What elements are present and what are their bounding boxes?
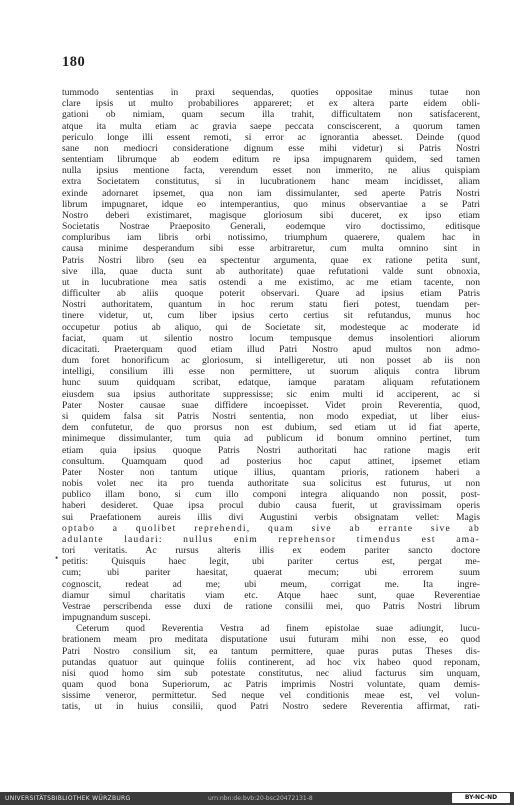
text-line: Pater Noster causae suae diffidere incoepisset. Videt proin Reverentia, quod, bbox=[62, 399, 480, 411]
text-line: difficulter ab aliis quoque poterit observari. Quare ad ipsius etiam Patris bbox=[62, 288, 480, 300]
text-line: exinde adornaret ipsemet, qua non iam dissimulanter, sed aperte Patris Nostri bbox=[62, 187, 480, 199]
margin-mark-icon: • bbox=[55, 553, 59, 563]
text-line: dum foret honorificum ac gloriosum, si intelligeretur, uti non posset ab iis non bbox=[62, 355, 480, 367]
footer-bar bbox=[0, 792, 514, 805]
text-line: putandas quatuor aut quinque foliis continerent, ad hoc vix habeo quod reponam, bbox=[62, 656, 480, 668]
text-line: compluribus iam libris orbi notissimo, triumphum quaerere, qualem hac in bbox=[62, 232, 480, 244]
text-line: sive illa, quae ducta sunt ab authoritate) quae refutationi valde sunt obnoxia, bbox=[62, 265, 480, 277]
text-line: Patri Nostro consilium sit, ea tantum permittere, quae puras putas Theses dis- bbox=[62, 645, 480, 657]
text-line: quam quod bona Superiorum, ac Patris imprimis Nostri voluntate, quam demis- bbox=[62, 679, 480, 691]
text-line: sissime veneror, permittetur. Sed neque vel conditionis meae est, vel volun- bbox=[62, 690, 480, 702]
text-line: Vestrae perscribenda esse duxi de ratione consilii mei, quo Patris Nostri librum bbox=[62, 600, 480, 612]
text-line: ut in lucubratione mea satis ostendi a me existimo, ac me etiam tacente, non bbox=[62, 276, 480, 288]
text-line: faciat, quam ut silentio nostro locum tempusque demus insolentiori aliorum bbox=[62, 332, 480, 344]
text-line: hunc suum quidquam scribat, edatque, iamque paratam aliquam refutationem bbox=[62, 377, 480, 389]
text-line: sui Praefationem aureis illis divi Augustini verbis obsignatam vellet: Magis bbox=[62, 511, 480, 523]
text-line: atque ita multa etiam ac gravia saepe peccata consciscerent, a quorum tamen bbox=[62, 120, 480, 132]
text-line: intelligi, consilium illi esse non permittere, ut suorum aliquis contra librum bbox=[62, 366, 480, 378]
body-text bbox=[62, 87, 480, 713]
text-line: nisi quod homo sim sub potestate constitutus, nec aliud facturus sim unquam, bbox=[62, 667, 480, 679]
text-line: cum; ubi pariter haesitat, quaerat mecum; ubi errorem suum bbox=[62, 567, 480, 579]
text-line: si quidem falsa sit Patris Nostri sententia, non modo expediat, ut liber eius- bbox=[62, 410, 480, 422]
text-line: gationi ob nimiam, quam secum illa trahit, difficultatem non satisfacerent, bbox=[62, 109, 480, 121]
text-line: minimeque dissimulanter, tum quia ad publicum id bonum omnino pertinet, tum bbox=[62, 433, 480, 445]
text-line: optabo a quolibet reprehendi, quam sive ab errante sive ab bbox=[62, 522, 480, 534]
text-line: Patris Nostri libro (seu ea spectentur argumenta, quae ex ratione petita sunt, bbox=[62, 254, 480, 266]
text-line: haberi desideret. Quae ipsa procul dubio causa fuerit, ut gravissimam operis bbox=[62, 500, 480, 512]
text-line: tori veritatis. Ac rursus alteris illis ex eodem pariter sancto doctore bbox=[62, 545, 480, 557]
text-line: causa minime desperandum sibi esse arbitraretur, cum multa omnino sint in bbox=[62, 243, 480, 255]
text-line: Ceterum quod Reverentia Vestra ad finem epistolae suae adiungit, lucu- bbox=[76, 623, 480, 635]
text-line: periculo longe illi essent remoti, si error ac ignorantia abesset. Deinde (quod bbox=[62, 131, 480, 143]
text-line: clare ipsis ut multo probabiliores appareret; et ex altera parte eidem obli- bbox=[62, 98, 480, 110]
text-line: Pater Noster non tantum utique illius, quantam prioris, rationem haberi a bbox=[62, 466, 480, 478]
text-line: extra Societatem constitutus, si in lucubrationem hanc meam incidisset, aliam bbox=[62, 176, 480, 188]
text-line: sane non mediocri consideratione dignum esse mihi videtur) si Patris Nostri bbox=[62, 142, 480, 154]
text-line: Nostro deberi existimaret, magisque gloriosum sibi duceret, ex ipso etiam bbox=[62, 209, 480, 221]
text-line: dicacitati. Praeterquam quod etiam illud Patri Nostro apud multos non admo- bbox=[62, 343, 480, 355]
text-line: consultum. Quamquam quod ad posterius hoc caput attinet, ipsemet etiam bbox=[62, 455, 480, 467]
text-line: sententiam librumque ab eodem editum re ipsa impugnarem quidem, sed tamen bbox=[62, 154, 480, 166]
text-line: Nostri authoritatem, quantum in hoc rerum statu fieri potest, tuendam per- bbox=[62, 299, 480, 311]
page-number: 180 bbox=[62, 54, 86, 70]
license-label: BY-NC-ND bbox=[464, 794, 498, 801]
text-line: tatis, ut in huius consilii, quod Patri Nostro sedere Reverentia affirmat, rati- bbox=[62, 701, 480, 713]
text-line: nulla ipsius mentione facta, verendum esset non immerito, ne alius quispiam bbox=[62, 165, 480, 177]
text-line: eiusdem sua ipsius authoritate suppressisse; sic enim multi id acciperent, ac si bbox=[62, 388, 480, 400]
urn-identifier[interactable]: urn:nbn:de:bvb:20-bsc20472131-8 bbox=[208, 795, 313, 802]
text-line: petitis: Quisquis haec legit, ubi pariter certus est, pergat me- bbox=[62, 556, 480, 568]
text-line: occupetur potius ab aliquo, qui de Societate sit, modesteque ac moderate id bbox=[62, 321, 480, 333]
license-badge-icon[interactable] bbox=[452, 793, 510, 803]
text-line: dem confutetur, de quo prorsus non est dubium, sed etiam ut id fiat aperte, bbox=[62, 422, 480, 434]
text-line: brationem meam pro meditata disputatione usui futuram mihi non esse, eo quod bbox=[62, 634, 480, 646]
library-credit: UNIVERSITÄTSBIBLIOTHEK WÜRZBURG bbox=[5, 795, 131, 802]
text-line: impugnandum suscepi. bbox=[62, 612, 151, 624]
text-line: tinere videtur, ut, cum liber ipsius certo certius sit refutandus, munus hoc bbox=[62, 310, 480, 322]
text-line: nobis volet nec ita pro tuenda authoritate sua solicitus est futurus, ut non bbox=[62, 478, 480, 490]
text-line: cognoscit, redeat ad me; ubi meum, corrigat me. Ita ingre- bbox=[62, 578, 480, 590]
text-line: librum impugnaret, idque eo intemperantius, quo minus observantiae a se Patri bbox=[62, 198, 480, 210]
text-line: publico illam bono, si cum illo componi integra aliquando non possit, post- bbox=[62, 489, 480, 501]
text-line: tummodo sententias in praxi sequendas, quoties oppositae minus tutae non bbox=[62, 87, 480, 98]
text-line: adulante laudari: nullus enim reprehensor timendus est ama- bbox=[62, 533, 480, 545]
text-line: Societatis Nostrae Praeposito Generali, eodemque viro doctissimo, editisque bbox=[62, 221, 480, 233]
text-line: etiam quia ipsius quoque Patris Nostri authoritati hac ratione magis erit bbox=[62, 444, 480, 456]
text-line: diamur simul charitatis viam etc. Atque haec sunt, quae Reverentiae bbox=[62, 589, 480, 601]
